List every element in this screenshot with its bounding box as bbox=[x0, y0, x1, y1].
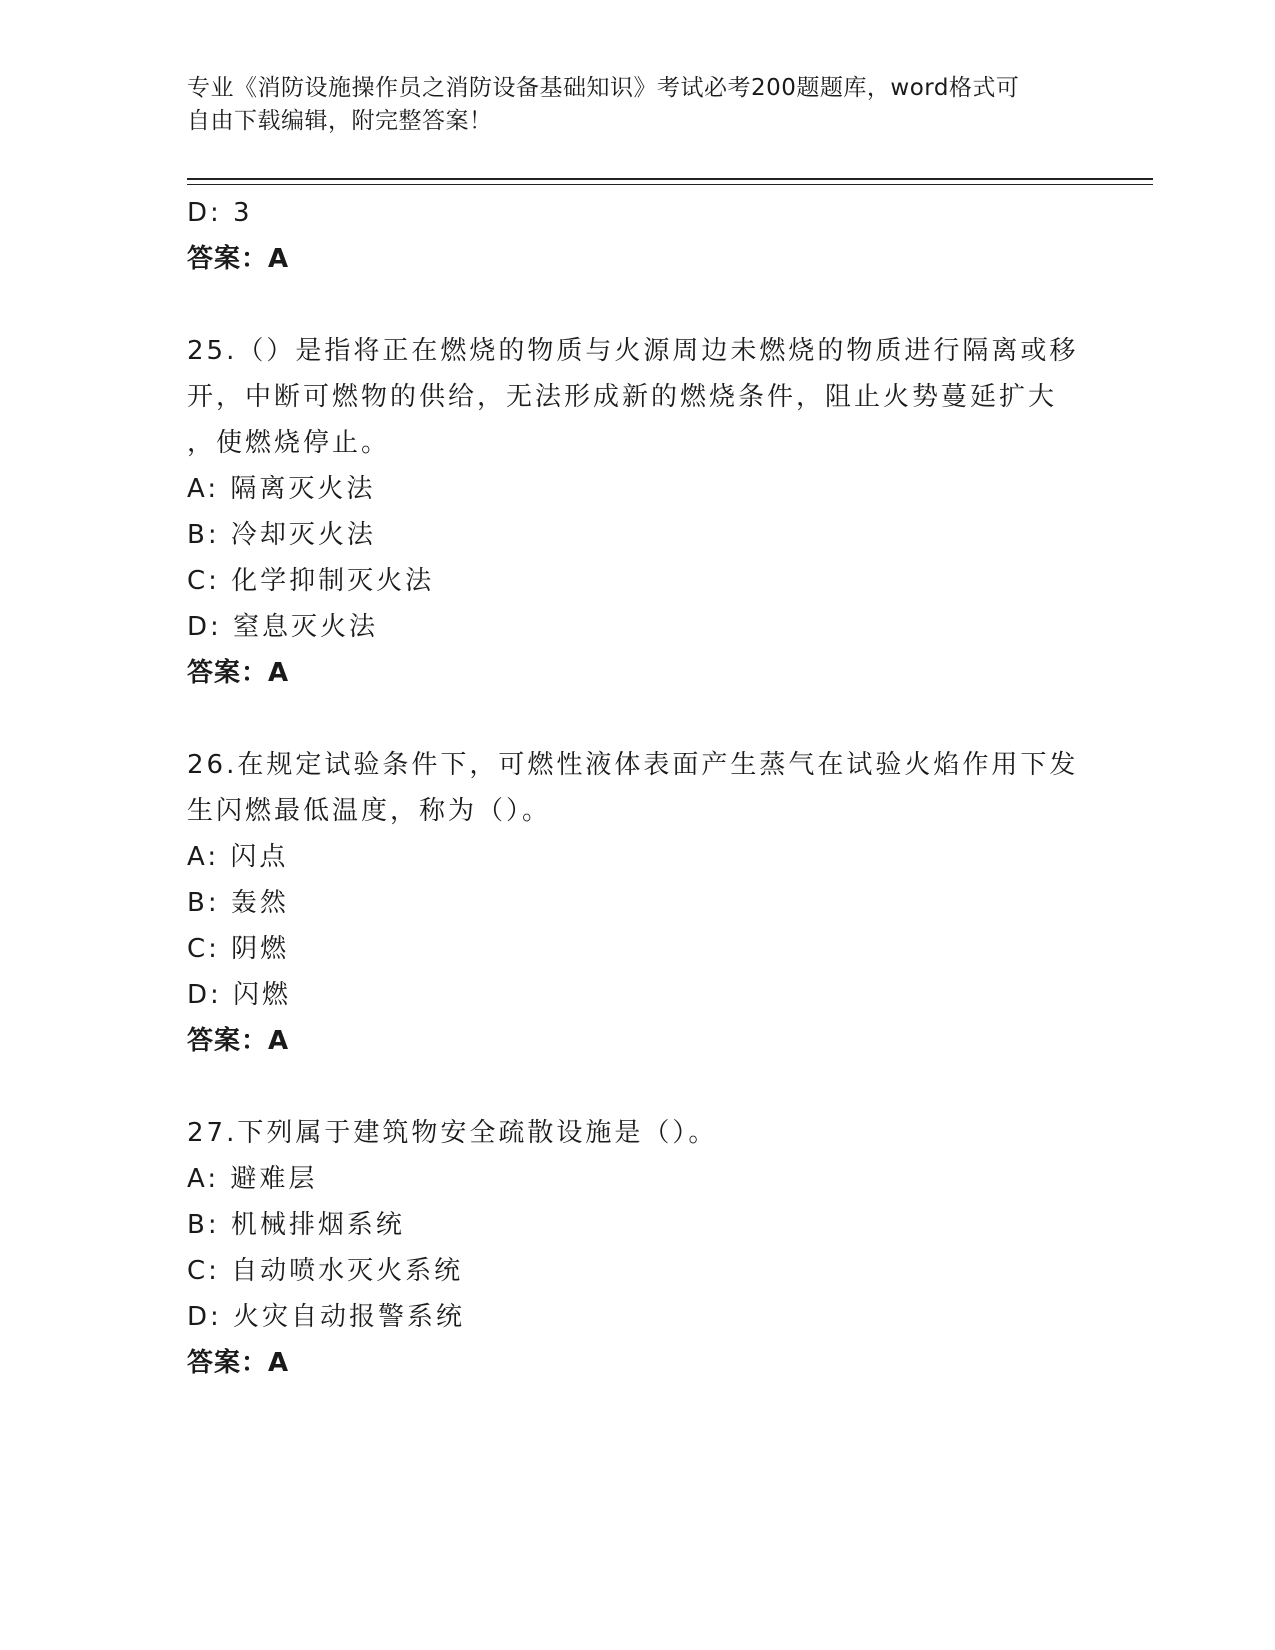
document-body bbox=[187, 190, 1087, 1386]
header-rule-thin bbox=[187, 184, 1153, 185]
answer-line: 答案：A bbox=[187, 658, 290, 688]
answer-line: 答案：A bbox=[187, 244, 290, 274]
option-a: A: 避难层 bbox=[187, 1164, 318, 1194]
spacer bbox=[187, 696, 1087, 742]
option-c: C: 自动喷水灭火系统 bbox=[187, 1256, 464, 1286]
header-line-2: 自由下载编辑，附完整答案！ bbox=[187, 108, 493, 134]
question-25 bbox=[187, 328, 1087, 696]
question-stem-line: 生闪燃最低温度，称为（）。 bbox=[187, 796, 552, 826]
document-header bbox=[187, 72, 1067, 138]
option-d: D: 窒息灭火法 bbox=[187, 612, 379, 642]
spacer bbox=[187, 1064, 1087, 1110]
answer-line: 答案：A bbox=[187, 1348, 290, 1378]
header-rule-thick bbox=[187, 178, 1153, 180]
question-26 bbox=[187, 742, 1087, 1064]
option-d: D: 3 bbox=[187, 198, 253, 228]
previous-question-tail bbox=[187, 190, 1087, 282]
question-stem-line: 27.下列属于建筑物安全疏散设施是（）。 bbox=[187, 1118, 718, 1148]
option-b: B: 冷却灭火法 bbox=[187, 520, 376, 550]
option-c: C: 阴燃 bbox=[187, 934, 290, 964]
question-stem-line: 25.（）是指将正在燃烧的物质与火源周边未燃烧的物质进行隔离或移 bbox=[187, 336, 1079, 366]
option-d: D: 闪燃 bbox=[187, 980, 292, 1010]
question-stem-line: 26.在规定试验条件下，可燃性液体表面产生蒸气在试验火焰作用下发 bbox=[187, 750, 1079, 780]
question-stem-line: ，使燃烧停止。 bbox=[187, 428, 391, 458]
option-a: A: 隔离灭火法 bbox=[187, 474, 376, 504]
option-a: A: 闪点 bbox=[187, 842, 289, 872]
question-27 bbox=[187, 1110, 1087, 1386]
option-c: C: 化学抑制灭火法 bbox=[187, 566, 435, 596]
option-b: B: 机械排烟系统 bbox=[187, 1210, 405, 1240]
option-b: B: 轰然 bbox=[187, 888, 289, 918]
spacer bbox=[187, 282, 1087, 328]
option-d: D: 火灾自动报警系统 bbox=[187, 1302, 466, 1332]
question-stem-line: 开，中断可燃物的供给，无法形成新的燃烧条件，阻止火势蔓延扩大 bbox=[187, 382, 1058, 412]
answer-line: 答案：A bbox=[187, 1026, 290, 1056]
header-line-1: 专业《消防设施操作员之消防设备基础知识》考试必考200题题库，word格式可 bbox=[187, 75, 1020, 101]
